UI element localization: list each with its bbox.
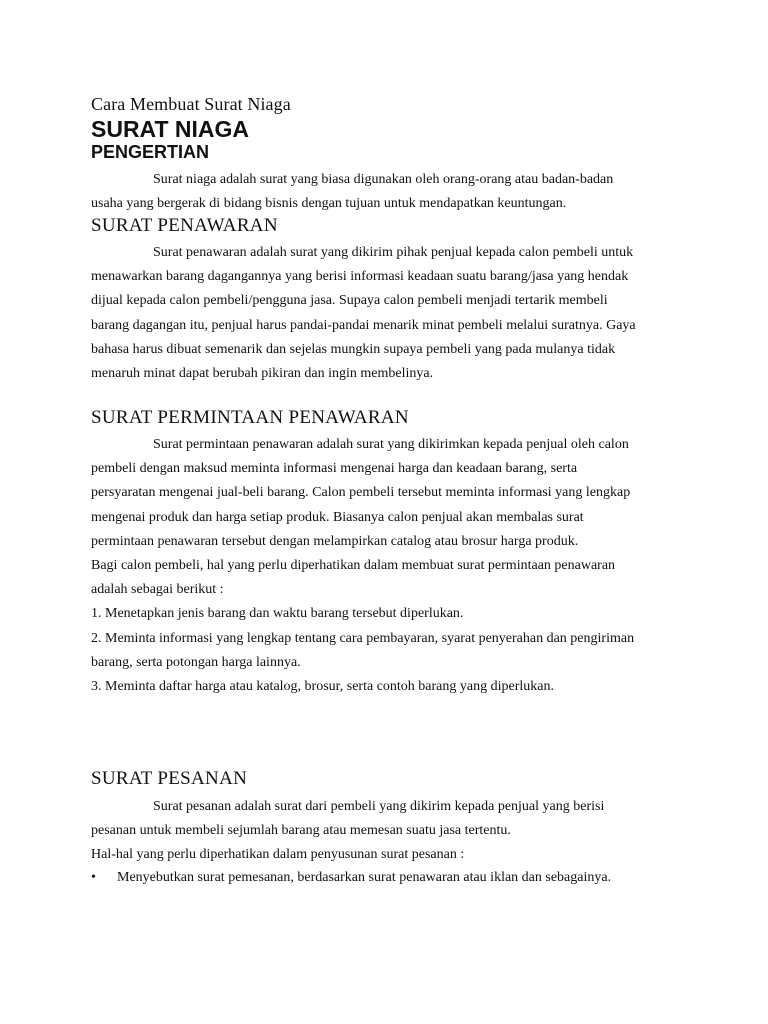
paragraph-line: menawarkan barang dagangannya yang berisi informasi keadaan suatu barang/jasa yang hendak (91, 269, 629, 285)
main-heading: SURAT NIAGA (91, 116, 250, 142)
list-item-continuation: barang, serta potongan harga lainnya. (91, 654, 301, 670)
paragraph-line: barang dagangan itu, penjual harus pandai-pandai menarik minat pembeli melalui suratnya. Gaya (91, 317, 636, 333)
paragraph-line: mengenai produk dan harga setiap produk. Biasanya calon penjual akan membalas surat (91, 509, 584, 525)
section-heading-permintaan-penawaran: SURAT PERMINTAAN PENAWARAN (91, 407, 409, 428)
list-item: 3. Meminta daftar harga atau katalog, brosur, serta contoh barang yang diperlukan. (91, 679, 554, 695)
paragraph-line: menaruh minat dapat berubah pikiran dan ingin membelinya. (91, 366, 434, 382)
paragraph-line: adalah sebagai berikut : (91, 582, 224, 598)
bullet-icon: • (91, 870, 96, 885)
paragraph-line: Surat penawaran adalah surat yang dikirim pihak penjual kepada calon pembeli untuk (153, 245, 634, 260)
bullet-text: Menyebutkan surat pemesanan, berdasarkan surat penawaran atau iklan dan sebagainya. (117, 870, 612, 885)
paragraph-line: Bagi calon pembeli, hal yang perlu diperhatikan dalam membuat surat permintaan penawaran (91, 558, 616, 574)
section-heading-penawaran: SURAT PENAWARAN (91, 215, 278, 236)
list-item: 2. Meminta informasi yang lengkap tentang cara pembayaran, syarat penyerahan dan pengiriman (91, 630, 635, 646)
paragraph-line: pembeli dengan maksud meminta informasi mengenai harga dan keadaan barang, serta (91, 461, 578, 477)
paragraph-pengertian (91, 168, 613, 216)
paragraph-permintaan-penawaran (91, 433, 634, 699)
section-heading-pesanan: SURAT PESANAN (91, 768, 248, 789)
paragraph-line: Surat niaga adalah surat yang biasa digunakan oleh orang-orang atau badan-badan (153, 172, 614, 187)
document-title: Cara Membuat Surat Niaga (91, 94, 291, 114)
paragraph-line: Surat pesanan adalah surat dari pembeli yang dikirim kepada penjual yang berisi (153, 799, 605, 814)
paragraph-line: Surat permintaan penawaran adalah surat yang dikirimkan kepada penjual oleh calon (153, 437, 629, 452)
paragraph-line: usaha yang bergerak di bidang bisnis dengan tujuan untuk mendapatkan keuntungan. (91, 196, 567, 212)
paragraph-pesanan (91, 795, 604, 868)
paragraph-line: permintaan penawaran tersebut dengan melampirkan catalog atau brosur harga produk. (91, 533, 579, 549)
list-item: 1. Menetapkan jenis barang dan waktu barang tersebut diperlukan. (91, 606, 464, 622)
paragraph-penawaran (91, 241, 636, 386)
paragraph-line: bahasa harus dibuat semenarik dan sejelas mungkin supaya pembeli yang pada mulanya tidak (91, 341, 616, 357)
paragraph-line: persyaratan mengenai jual-beli barang. Calon pembeli tersebut meminta informasi yang lengkap (91, 485, 631, 501)
section-heading-pengertian: PENGERTIAN (91, 142, 210, 162)
paragraph-line: Hal-hal yang perlu diperhatikan dalam penyusunan surat pesanan : (91, 847, 465, 863)
bullet-list-item (91, 870, 611, 886)
paragraph-line: pesanan untuk membeli sejumlah barang atau memesan suatu jasa tertentu. (91, 823, 511, 839)
paragraph-line: dijual kepada calon pembeli/pengguna jasa. Supaya calon pembeli menjadi tertarik membeli (91, 293, 608, 309)
